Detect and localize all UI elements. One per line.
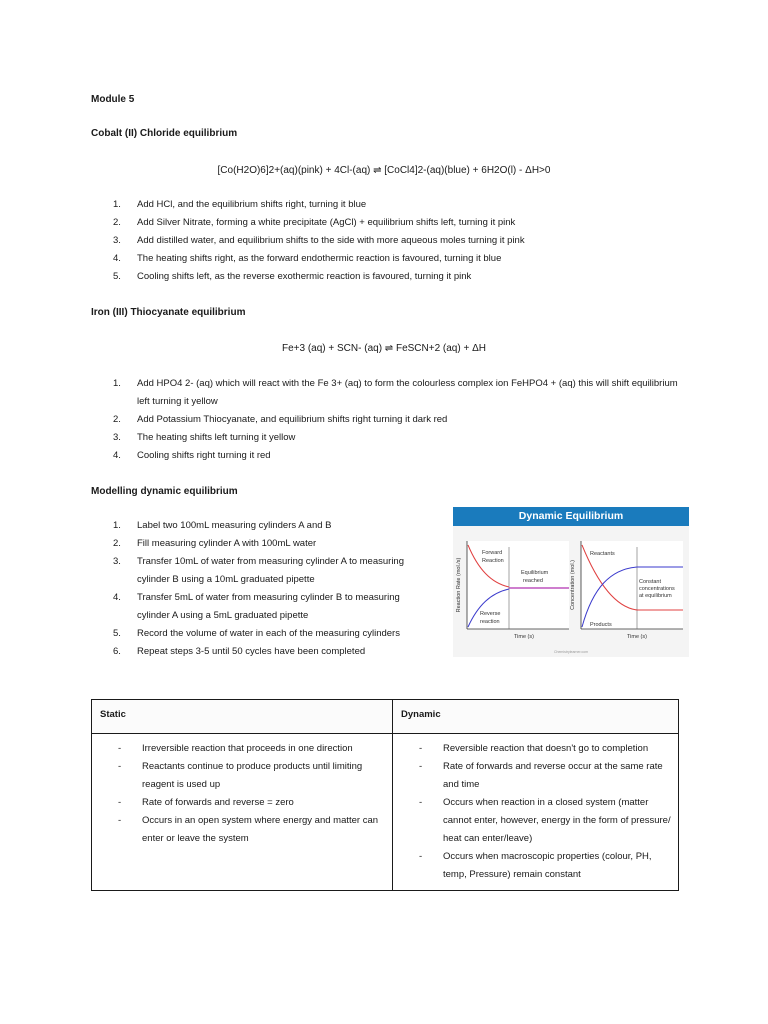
equilibrium-graphs — [453, 507, 689, 657]
list-item: - Occurs when reaction in a closed system (matter cannot enter, however, energy in the form of pressure/ heat can enter/leave) — [419, 797, 671, 844]
figure-credit: Chemistrylearner.com — [553, 650, 589, 654]
list-item: 1. Add HCl, and the equilibrium shifts right, turning it blue — [113, 199, 367, 210]
list-item: - Rate of forwards and reverse occur at the same rate and time — [419, 761, 663, 790]
cobalt-heading: Cobalt (II) Chloride equilibrium — [91, 128, 238, 139]
list-item: 3. Transfer 10mL of water from measuring cylinder A to measuring cylinder B using a 10mL graduated pipette — [113, 556, 404, 585]
forward-label: Forward — [482, 550, 503, 556]
list-item: 1. Label two 100mL measuring cylinders A and B — [113, 520, 332, 531]
static-dynamic-table — [91, 699, 679, 891]
header-static: Static — [92, 700, 393, 734]
list-item: 4. The heating shifts right, as the forward endothermic reaction is favoured, turning it blue — [113, 253, 502, 264]
modelling-steps — [91, 517, 431, 661]
dynamic-equilibrium-figure — [453, 507, 689, 657]
list-item: 4. Transfer 5mL of water from measuring cylinder B to measuring cylinder A using a 5mL graduated pipette — [113, 592, 400, 621]
cobalt-equation: [Co(H2O)6]2+(aq)(pink) + 4Cl-(aq) ⇌ [CoCl4]2-(aq)(blue) + 6H2O(l) - ΔH>0 — [217, 165, 551, 176]
list-item: 2. Add Silver Nitrate, forming a white precipitate (AgCl) + equilibrium shifts left, turning it pink — [113, 217, 516, 228]
list-item: - Reversible reaction that doesn't go to completion — [419, 743, 649, 754]
right-xlabel: Time (s) — [627, 634, 647, 640]
list-item: 2. Fill measuring cylinder A with 100mL water — [113, 538, 317, 549]
module-title: Module 5 — [91, 94, 135, 105]
list-item: 6. Repeat steps 3-5 until 50 cycles have been completed — [113, 646, 366, 657]
list-item: 5. Cooling shifts left, as the reverse exothermic reaction is favoured, turning it pink — [113, 271, 472, 282]
modelling-heading: Modelling dynamic equilibrium — [91, 486, 238, 497]
list-item: - Occurs when macroscopic properties (colour, PH, temp, Pressure) remain constant — [419, 851, 652, 880]
header-dynamic: Dynamic — [393, 700, 679, 734]
list-item: - Rate of forwards and reverse = zero — [118, 797, 294, 808]
cobalt-steps — [91, 196, 691, 286]
products-label: Products — [590, 622, 612, 628]
list-item: 3. Add distilled water, and equilibrium shifts to the side with more aqueous moles turning it pink — [113, 235, 525, 246]
list-item: 3. The heating shifts left turning it yellow — [113, 432, 296, 443]
list-item: 4. Cooling shifts right turning it red — [113, 450, 271, 461]
constant-label-2: concentrations — [639, 586, 675, 592]
left-ylabel: Reaction Rate (mol./s) — [456, 557, 462, 613]
equilibrium-label-2: reached — [523, 578, 543, 584]
iron-heading: Iron (III) Thiocyanate equilibrium — [91, 307, 246, 318]
list-item: - Occurs in an open system where energy and matter can enter or leave the system — [118, 815, 379, 844]
figure-title: Dynamic Equilibrium — [453, 507, 689, 526]
forward-label-2: Reaction — [482, 558, 504, 564]
iron-equation: Fe+3 (aq) + SCN- (aq) ⇌ FeSCN+2 (aq) + ΔH — [281, 343, 486, 354]
constant-label-3: at equilibrium — [639, 593, 672, 599]
dynamic-cell — [393, 734, 679, 891]
equilibrium-label: Equilibrium — [521, 570, 549, 576]
reverse-label: Reverse — [480, 611, 501, 617]
reactants-label: Reactants — [590, 551, 615, 557]
list-item: 1. Add HPO4 2- (aq) which will react with the Fe 3+ (aq) to form the colourless complex ion FeHPO4 + (aq) this will shift equilibrium left turning it yellow — [113, 378, 678, 407]
list-item: 5. Record the volume of water in each of the measuring cylinders — [113, 628, 400, 639]
right-ylabel: Concentration (mol.) — [570, 560, 576, 610]
list-item: - Reactants continue to produce products until limiting reagent is used up — [118, 761, 363, 790]
iron-steps — [91, 375, 681, 465]
constant-label: Constant — [639, 579, 662, 585]
left-xlabel: Time (s) — [514, 634, 534, 640]
list-item: - Irreversible reaction that proceeds in one direction — [118, 743, 353, 754]
reverse-label-2: reaction — [480, 619, 500, 625]
list-item: 2. Add Potassium Thiocyanate, and equilibrium shifts right turning it dark red — [113, 414, 448, 425]
static-cell — [92, 734, 393, 891]
